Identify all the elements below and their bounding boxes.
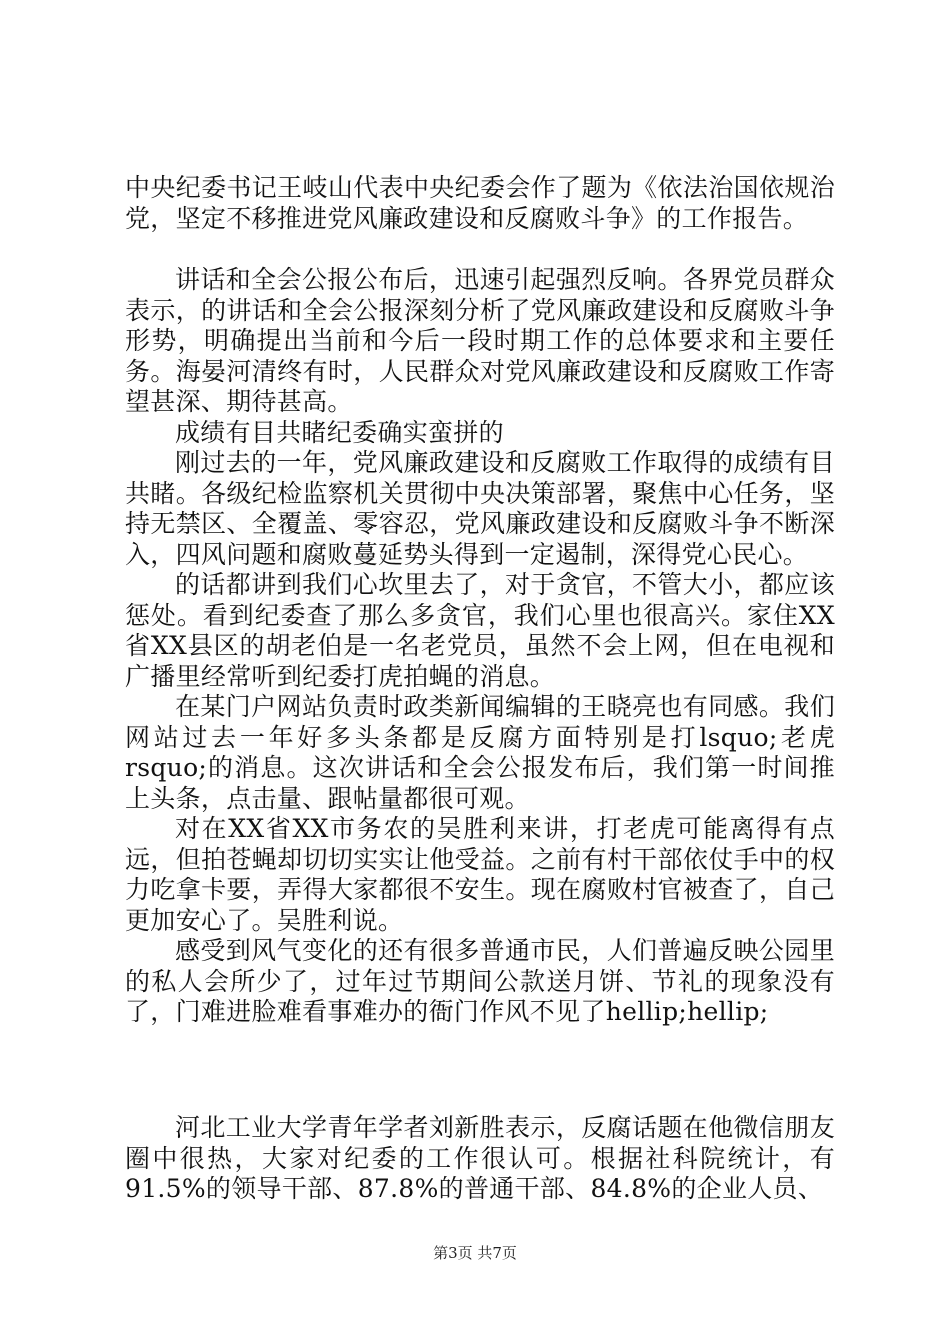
paragraph-liu-xinsheng: 河北工业大学青年学者刘新胜表示，反腐话题在他微信朋友圈中很热，大家对纪委的工作很认可。根据社科院统计，有91.5%的领导干部、87.8%的普通干部、84.8%的企业人员、 <box>125 1113 835 1203</box>
paragraph-report: 中央纪委书记王岐山代表中央纪委会作了题为《依法治国依规治党，坚定不移推进党风廉政建设和反腐败斗争》的工作报告。 <box>125 173 835 233</box>
document-body-continued <box>125 265 835 1028</box>
section-heading: 成绩有目共睹纪委确实蛮拼的 <box>175 417 504 447</box>
page-number-footer: 第3页 共7页 <box>433 1244 517 1262</box>
paragraph-citizens: 感受到风气变化的还有很多普通市民，人们普遍反映公园里的私人会所少了，过年过节期间公款送月饼、节礼的现象没有了，门难进脸难看事难办的衙门作风不见了hellip;hellip; <box>125 936 835 1026</box>
document-body-final <box>125 1113 835 1205</box>
paragraph-wu-shengli: 对在XX省XX市务农的吴胜利来讲，打老虎可能离得有点远，但拍苍蝇却切切实实让他受益。之前有村干部依仗手中的权力吃拿卡要，弄得大家都很不安生。现在腐败村官被查了，自己更加安心了。吴胜利说。 <box>125 814 835 935</box>
document-body <box>125 173 835 234</box>
paragraph-wang-xiaoliang: 在某门户网站负责时政类新闻编辑的王晓亮也有同感。我们网站过去一年好多头条都是反腐方面特别是打lsquo;老虎rsquo;的消息。这次讲话和全会公报发布后，我们第一时间推上头条，点击量、跟帖量都很可观。 <box>125 692 835 813</box>
paragraph-reaction: 讲话和全会公报公布后，迅速引起强烈反响。各界党员群众表示，的讲话和全会公报深刻分析了党风廉政建设和反腐败斗争形势，明确提出当前和今后一段时期工作的总体要求和主要任务。海晏河清终有时，人民群众对党风廉政建设和反腐败工作寄望甚深、期待甚高。 <box>125 265 835 416</box>
paragraph-achievements: 刚过去的一年，党风廉政建设和反腐败工作取得的成绩有目共睹。各级纪检监察机关贯彻中央决策部署，聚焦中心任务，坚持无禁区、全覆盖、零容忍，党风廉政建设和反腐败斗争不断深入，四风问题和腐败蔓延势头得到一定遏制，深得党心民心。 <box>125 448 835 569</box>
paragraph-uncle-hu: 的话都讲到我们心坎里去了，对于贪官，不管大小，都应该惩处。看到纪委查了那么多贪官，我们心里也很高兴。家住XX省XX县区的胡老伯是一名老党员，虽然不会上网，但在电视和广播里经常听到纪委打虎拍蝇的消息。 <box>125 570 835 691</box>
